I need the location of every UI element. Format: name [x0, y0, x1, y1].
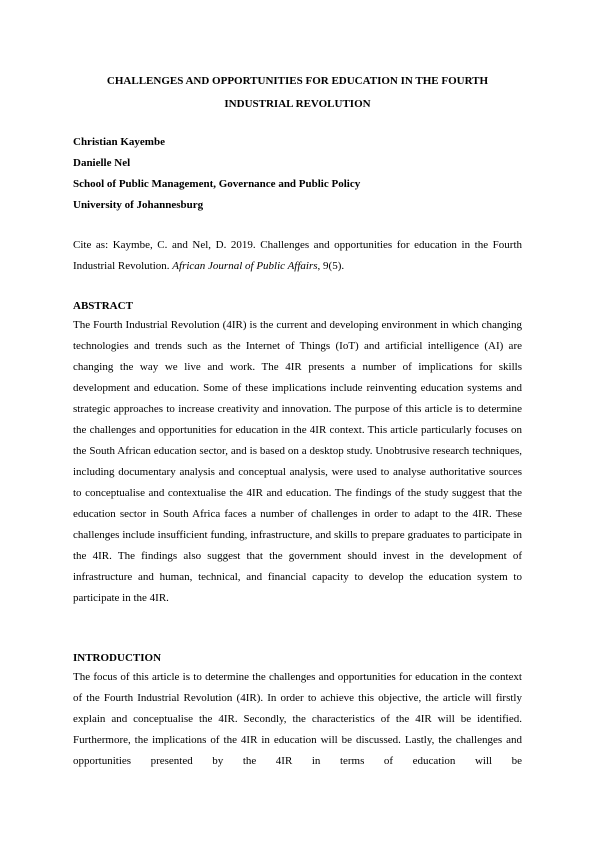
introduction-heading: INTRODUCTION — [73, 652, 162, 664]
paper-title-line-1: CHALLENGES AND OPPORTUNITIES FOR EDUCATION IN THE FOURTH — [106, 75, 489, 87]
author-block — [73, 132, 522, 216]
citation-journal: African Journal of Public Affairs — [172, 260, 318, 272]
author-name-1: Christian Kayembe — [73, 136, 165, 148]
abstract-text: The Fourth Industrial Revolution (4IR) is the current and developing environment in which changing technologies and trends such as the Internet of Things (IoT) and artificial intelligence (AI) are changing the way we live and work. The 4IR presents a number of implications for skills development and education. Some of these implications include reinventing education systems and strategic approaches to increase creativity and innovation. The purpose of this article is to determine the challenges and opportunities for education in the 4IR context. This article particularly focuses on the South African education sector, and is based on a desktop study. Unobtrusive research techniques, including documentary analysis and conceptual analysis, were used to analyse authoritative sources to conceptualise and contextualise the 4IR and education. The findings of the study suggest that the education sector in South Africa faces a number of challenges in order to adapt to the 4IR. These challenges include insufficient funding, infrastructure, and skills to prepare graduates to participate in the 4IR. The findings also suggest that the government should invest in the development of infrastructure and human, technical, and financial capacity to develop the education system to participate in the 4IR. — [73, 319, 522, 604]
citation-suffix: , 9(5). — [317, 260, 345, 272]
author-affiliation-school: School of Public Management, Governance and Public Policy — [73, 178, 361, 190]
citation — [73, 235, 522, 277]
introduction-text: The focus of this article is to determine the challenges and opportunities for education in the context of the Fourth Industrial Revolution (4IR). In order to achieve this objective, the article will firstly explain and conceptualise the 4IR. Secondly, the characteristics of the 4IR will be identified. Furthermore, the implications of the 4IR in education will be discussed. Lastly, the challenges and opportunities presented by the 4IR in terms of education will be — [73, 671, 522, 767]
author-name-2: Danielle Nel — [73, 157, 131, 169]
paper-title — [73, 70, 522, 115]
citation-prefix: Cite as: Kaymbe, C. and Nel, D. 2019. Challenges and opportunities for education in the Fourth Industrial Revolution. — [73, 239, 522, 272]
abstract-heading: ABSTRACT — [73, 300, 133, 312]
author-affiliation-university: University of Johannesburg — [73, 199, 204, 211]
paper-title-line-2: INDUSTRIAL REVOLUTION — [224, 97, 371, 110]
